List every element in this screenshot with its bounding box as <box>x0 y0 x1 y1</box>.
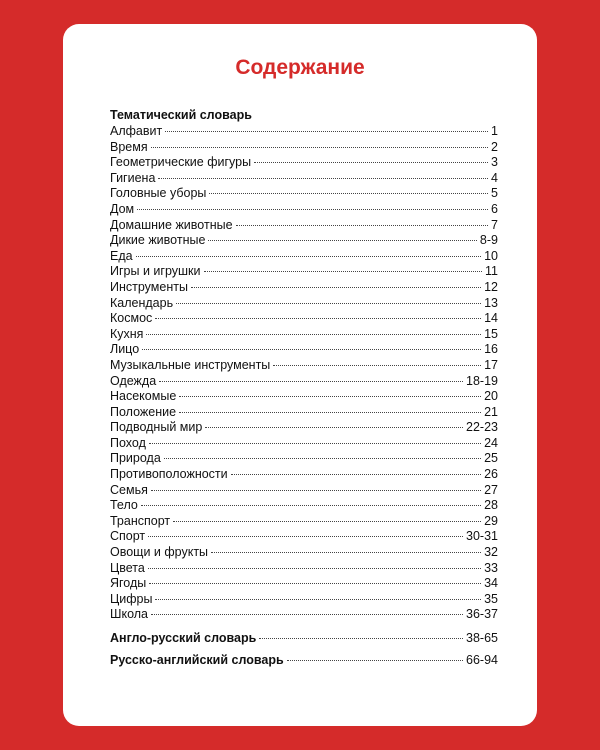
section-heading: Тематический словарь <box>110 108 252 122</box>
toc-entry-page: 17 <box>484 357 498 372</box>
toc-entry-page: 8-9 <box>479 233 498 248</box>
toc-entry-label: Тело <box>110 498 138 513</box>
toc-entry-label: Домашние животные <box>110 217 233 232</box>
toc-entry-page: 34 <box>484 576 498 591</box>
dictionary-label: Русско-английский словарь <box>110 653 284 667</box>
toc-entry-label: Одежда <box>110 373 157 388</box>
toc-entry-page: 7 <box>491 217 498 232</box>
toc-entry-label: Дом <box>110 201 135 216</box>
toc-entry-label: Инструменты <box>110 279 188 294</box>
dot-leader <box>151 614 463 615</box>
dot-leader <box>273 365 481 366</box>
toc-entry[interactable] <box>110 436 498 452</box>
toc-entry[interactable] <box>110 155 498 171</box>
toc-entry[interactable] <box>110 607 498 623</box>
toc-entry-page: 4 <box>491 170 498 185</box>
dot-leader <box>179 412 481 413</box>
dot-leader <box>209 193 488 194</box>
toc-entry-page: 29 <box>484 513 498 528</box>
toc-entry[interactable] <box>110 264 498 280</box>
dot-leader <box>155 599 481 600</box>
dot-leader <box>151 147 488 148</box>
toc-entry-label: Космос <box>110 311 153 326</box>
toc-entry[interactable] <box>110 420 498 436</box>
dictionary-entry-ru-en[interactable] <box>110 649 498 671</box>
toc-entry[interactable] <box>110 202 498 218</box>
toc-entry-label: Геометрические фигуры <box>110 155 252 170</box>
toc-entry[interactable] <box>110 576 498 592</box>
dot-leader <box>173 521 481 522</box>
toc-entry[interactable] <box>110 389 498 405</box>
toc-entry[interactable] <box>110 249 498 265</box>
toc-entry[interactable] <box>110 592 498 608</box>
toc-entry-label: Головные уборы <box>110 186 207 201</box>
toc-list <box>110 124 498 623</box>
toc-entry[interactable] <box>110 405 498 421</box>
dot-leader <box>149 443 481 444</box>
toc-entry-page: 22-23 <box>466 420 498 435</box>
toc-entry[interactable] <box>110 514 498 530</box>
dot-leader <box>165 131 488 132</box>
dot-leader <box>149 583 481 584</box>
toc-entry-page: 24 <box>484 435 498 450</box>
toc-entry[interactable] <box>110 529 498 545</box>
toc-entry-page: 20 <box>484 389 498 404</box>
dot-leader <box>254 162 488 163</box>
toc-entry-page: 12 <box>484 279 498 294</box>
toc-entry-page: 13 <box>484 295 498 310</box>
toc-entry-label: Противоположности <box>110 467 228 482</box>
toc-entry-label: Цифры <box>110 591 153 606</box>
toc-entry[interactable] <box>110 374 498 390</box>
toc-entry[interactable] <box>110 342 498 358</box>
dot-leader <box>155 318 481 319</box>
toc-entry-label: Овощи и фрукты <box>110 545 209 560</box>
toc-entry-label: Еда <box>110 248 133 263</box>
contents-page <box>63 24 537 726</box>
dot-leader <box>164 458 481 459</box>
toc-entry[interactable] <box>110 358 498 374</box>
toc-entry[interactable] <box>110 545 498 561</box>
toc-entry-label: Цвета <box>110 560 145 575</box>
toc-entry-label: Кухня <box>110 326 144 341</box>
page-title: Содержание <box>235 56 365 79</box>
toc-entry[interactable] <box>110 483 498 499</box>
toc-entry-page: 33 <box>484 560 498 575</box>
toc-entry-label: Поход <box>110 435 146 450</box>
toc-entry-label: Природа <box>110 451 161 466</box>
dot-leader <box>205 427 463 428</box>
toc-entry[interactable] <box>110 561 498 577</box>
dot-leader <box>236 225 489 226</box>
dot-leader <box>259 638 463 639</box>
toc-entry-label: Насекомые <box>110 389 177 404</box>
toc-entry-label: Игры и игрушки <box>110 264 201 279</box>
dictionary-entry-en-ru[interactable] <box>110 627 498 649</box>
toc-entry-page: 10 <box>484 248 498 263</box>
toc-entry-page: 27 <box>484 482 498 497</box>
toc-entry[interactable] <box>110 186 498 202</box>
toc-entry-label: Транспорт <box>110 513 171 528</box>
toc-entry-label: Подводный мир <box>110 420 203 435</box>
toc-entry-label: Гигиена <box>110 170 156 185</box>
toc-entry-label: Положение <box>110 404 177 419</box>
dot-leader <box>191 287 481 288</box>
toc-entry-label: Ягоды <box>110 576 147 591</box>
dot-leader <box>158 178 488 179</box>
toc-entry-page: 14 <box>484 311 498 326</box>
dot-leader <box>211 552 481 553</box>
toc-entry[interactable] <box>110 280 498 296</box>
dot-leader <box>148 568 481 569</box>
toc-entry[interactable] <box>110 140 498 156</box>
toc-entry-page: 16 <box>484 342 498 357</box>
toc-entry[interactable] <box>110 467 498 483</box>
toc-entry-page: 5 <box>491 186 498 201</box>
toc-entry-label: Время <box>110 139 148 154</box>
toc-entry-page: 35 <box>484 591 498 606</box>
dot-leader <box>146 334 481 335</box>
toc-entry-page: 36-37 <box>466 607 498 622</box>
toc-entry-page: 32 <box>484 545 498 560</box>
dot-leader <box>179 396 481 397</box>
dictionary-page: 38-65 <box>466 631 498 645</box>
toc-entry-label: Лицо <box>110 342 140 357</box>
dictionary-label: Англо-русский словарь <box>110 631 257 645</box>
toc-entry-page: 1 <box>491 124 498 138</box>
toc-entry-label: Алфавит <box>110 124 163 138</box>
toc-entry[interactable] <box>110 327 498 343</box>
dot-leader <box>136 256 482 257</box>
dot-leader <box>141 505 481 506</box>
toc-entry-label: Музыкальные инструменты <box>110 357 271 372</box>
toc-entry-label: Семья <box>110 482 148 497</box>
toc-entry-label: Школа <box>110 607 148 622</box>
dot-leader <box>142 349 481 350</box>
toc-entry-page: 21 <box>484 404 498 419</box>
toc-entry[interactable] <box>110 171 498 187</box>
toc-entry-label: Календарь <box>110 295 174 310</box>
toc-entry-page: 11 <box>485 264 498 279</box>
dot-leader <box>204 271 483 272</box>
dot-leader <box>176 303 481 304</box>
toc-entry-page: 26 <box>484 467 498 482</box>
toc-entry-page: 25 <box>484 451 498 466</box>
toc-entry-page: 6 <box>491 201 498 216</box>
toc-entry-page: 15 <box>484 326 498 341</box>
dot-leader <box>137 209 488 210</box>
toc-entry-page: 2 <box>491 139 498 154</box>
dot-leader <box>231 474 481 475</box>
toc-entry[interactable] <box>110 498 498 514</box>
dictionary-list <box>110 627 498 671</box>
toc-entry-label: Дикие животные <box>110 233 206 248</box>
toc-entry[interactable] <box>110 451 498 467</box>
toc-entry[interactable] <box>110 233 498 249</box>
dot-leader <box>208 240 477 241</box>
toc-entry[interactable] <box>110 311 498 327</box>
dot-leader <box>151 490 481 491</box>
toc-entry-page: 3 <box>491 155 498 170</box>
toc-entry-page: 30-31 <box>466 529 498 544</box>
toc-entry[interactable] <box>110 296 498 312</box>
toc-entry-page: 28 <box>484 498 498 513</box>
dictionary-page: 66-94 <box>466 653 498 667</box>
toc-entry-page: 18-19 <box>466 373 498 388</box>
dot-leader <box>148 536 463 537</box>
dot-leader <box>159 381 463 382</box>
dot-leader <box>287 660 463 661</box>
toc-entry[interactable] <box>110 218 498 234</box>
toc-entry-label: Спорт <box>110 529 146 544</box>
toc-entry[interactable] <box>110 124 498 140</box>
